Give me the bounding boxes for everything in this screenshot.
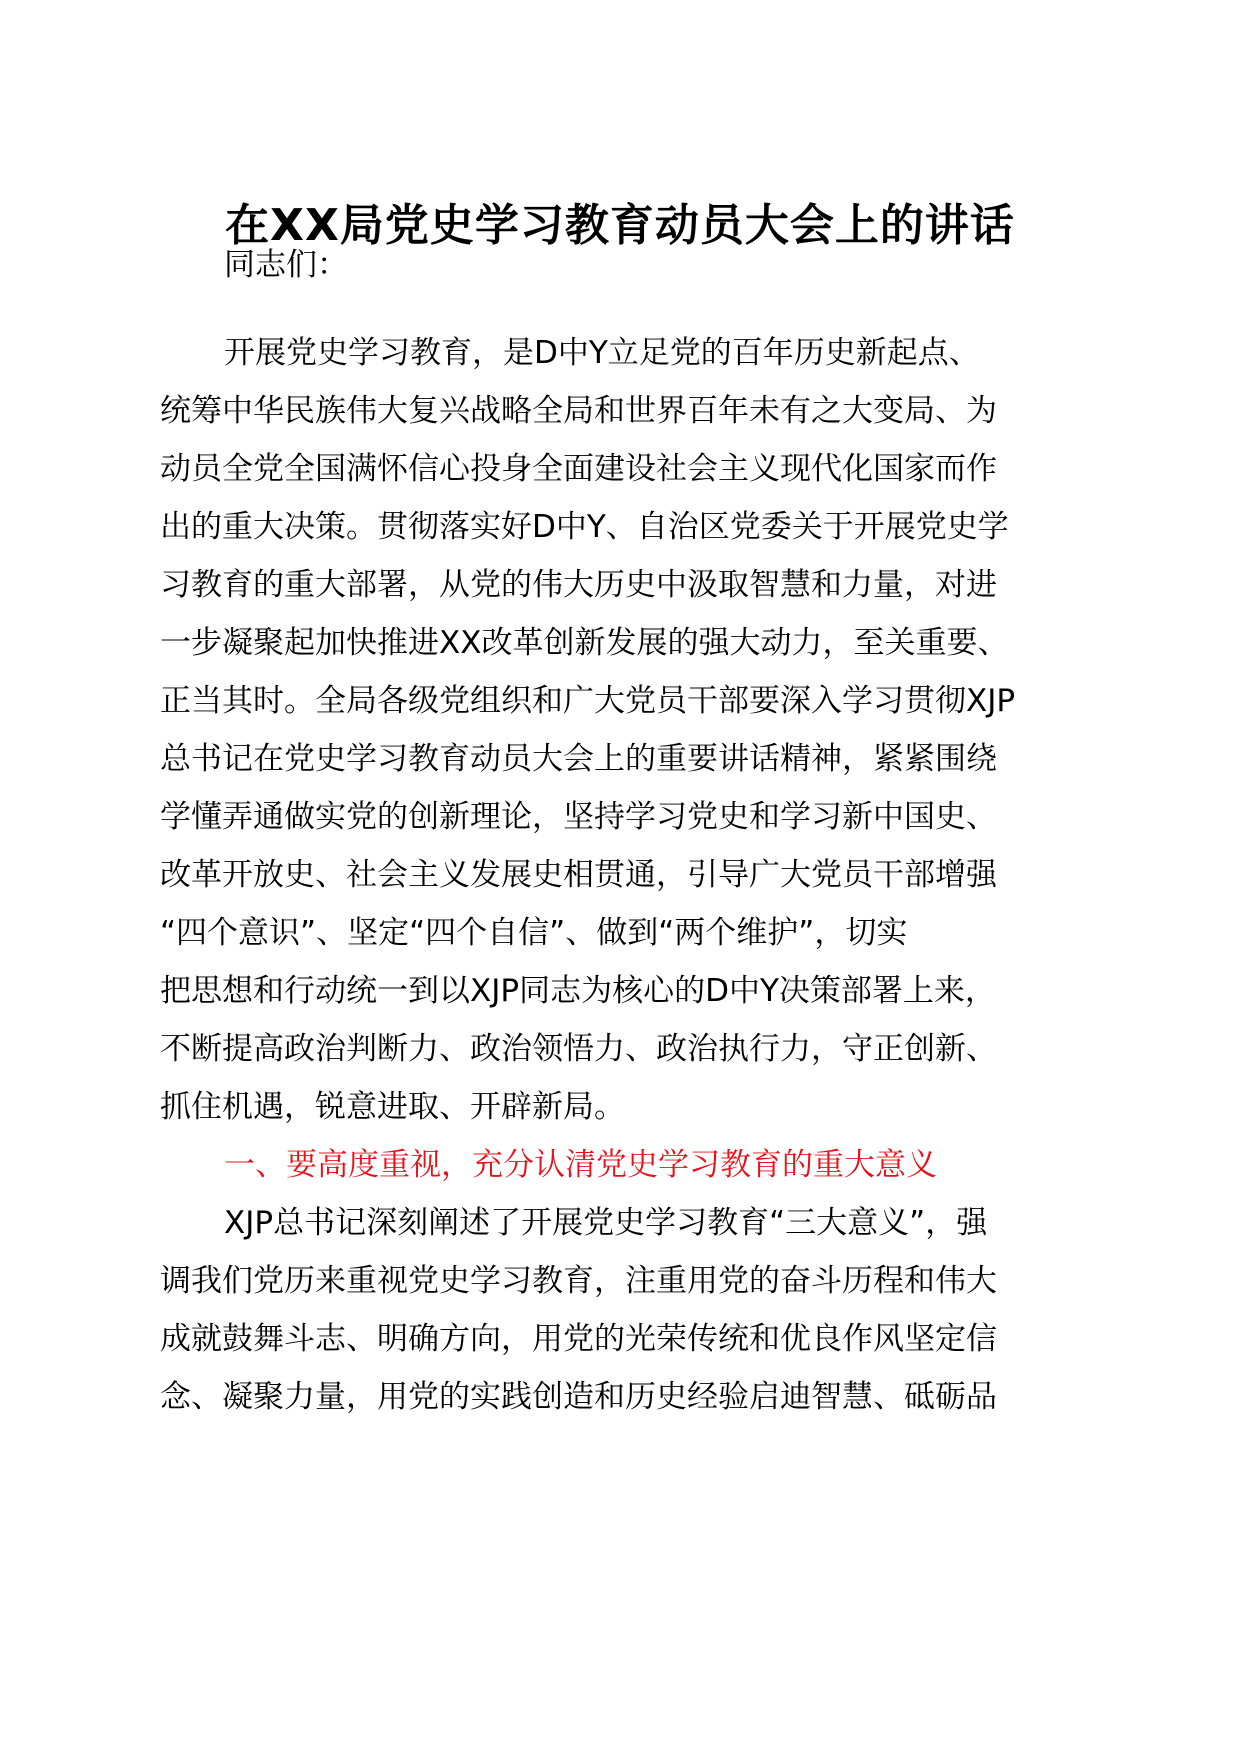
document-title: 在XX局党史学习教育动员大会上的讲话 (225, 200, 1015, 251)
paragraph-line: 学懂弄通做实党的创新理论，坚持学习党史和学习新中国史、 (160, 799, 997, 835)
salutation: 同志们： (224, 247, 348, 283)
paragraph-line: 抓住机遇，锐意进取、开辟新局。 (160, 1089, 625, 1125)
paragraph-line: 一步凝聚起加快推进XX改革创新发展的强大动力，至关重要、 (160, 625, 1009, 661)
paragraph-line: 总书记在党史学习教育动员大会上的重要讲话精神，紧紧围绕 (160, 741, 997, 777)
paragraph-line: 改革开放史、社会主义发展史相贯通，引导广大党员干部增强 (160, 857, 997, 893)
paragraph-line: 念、凝聚力量，用党的实践创造和历史经验启迪智慧、砥砺品 (160, 1379, 997, 1415)
section-heading: 一、要高度重视，充分认清党史学习教育的重大意义 (224, 1147, 937, 1183)
paragraph-line: 出的重大决策。贯彻落实好D中Y、自治区党委关于开展党史学 (160, 509, 1009, 545)
paragraph-line: 成就鼓舞斗志、明确方向，用党的光荣传统和优良作风坚定信 (160, 1321, 997, 1357)
paragraph-line: 正当其时。全局各级党组织和广大党员干部要深入学习贯彻XJP (160, 683, 1016, 719)
paragraph-line: “四个意识”、坚定“四个自信”、做到“两个维护”，切实 (160, 915, 908, 951)
paragraph-line: 开展党史学习教育，是D中Y立足党的百年历史新起点、 (224, 335, 980, 371)
paragraph-line: XJP总书记深刻阐述了开展党史学习教育“三大意义”，强 (224, 1205, 988, 1241)
paragraph-line: 把思想和行动统一到以XJP同志为核心的D中Y决策部署上来， (160, 973, 996, 1009)
paragraph-line: 统筹中华民族伟大复兴战略全局和世界百年未有之大变局、为 (160, 393, 997, 429)
paragraph-line: 习教育的重大部署，从党的伟大历史中汲取智慧和力量，对进 (160, 567, 997, 603)
paragraph-line: 不断提高政治判断力、政治领悟力、政治执行力，守正创新、 (160, 1031, 997, 1067)
paragraph-line: 调我们党历来重视党史学习教育，注重用党的奋斗历程和伟大 (160, 1263, 997, 1299)
paragraph-line: 动员全党全国满怀信心投身全面建设社会主义现代化国家而作 (160, 451, 997, 487)
